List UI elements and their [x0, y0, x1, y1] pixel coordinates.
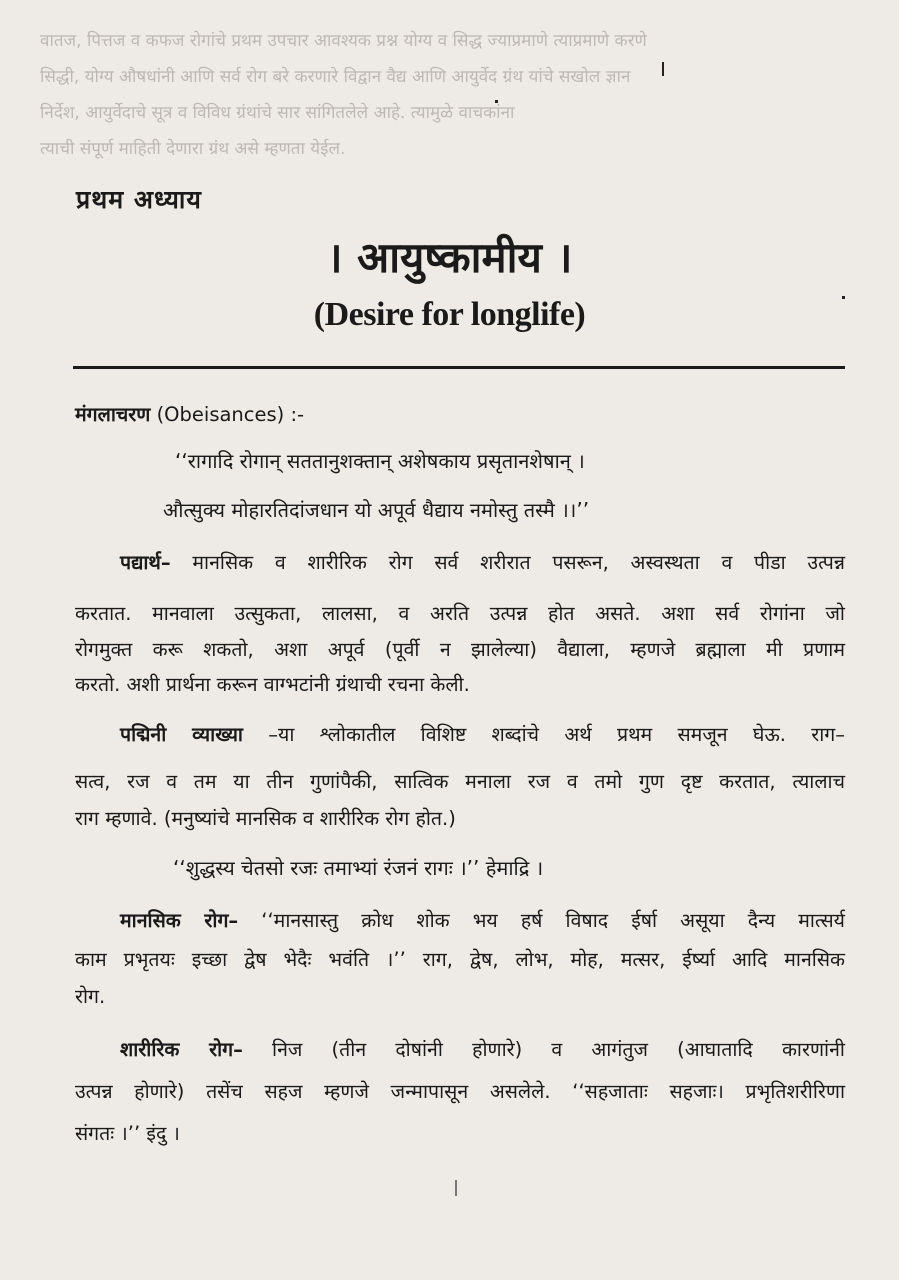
bleed-through-line: वातज, पित्तज व कफज रोगांचे प्रथम उपचार आवश्यक प्रश्न योग्य व सिद्ध ज्याप्रमाणे त्याप्रमाणे करणे — [40, 31, 647, 51]
title-divider — [73, 366, 845, 369]
section-label: मंगलाचरण — [75, 403, 151, 426]
print-speck — [662, 62, 664, 76]
section-label: पद्यार्थ– — [120, 551, 171, 574]
chapter-subtitle: (Desire for longlife) — [313, 296, 586, 333]
bleed-through-line: त्याची संपूर्ण माहिती देणारा ग्रंथ असे म्हणता येईल. — [40, 139, 346, 159]
quote-line: ‘‘शुद्धस्य चेतसो रजः तमाभ्यां रंजनं रागः ।’’ हेमाद्रि । — [173, 856, 544, 880]
print-speck — [455, 1180, 457, 1196]
section-label: पद्मिनी व्याख्या — [120, 723, 243, 746]
verse-line: ‘‘रागादि रोगान् सततानुशक्तान् अशेषकाय प्रसृतानशेषान् । — [175, 449, 585, 473]
print-speck — [495, 100, 498, 103]
paragraph-text: मानसिक व शारीरिक रोग सर्व शरीरात पसरून, अस्वस्थता व पीडा उत्पन्न — [170, 551, 845, 574]
paragraph-line — [120, 1033, 845, 1066]
paragraph-line: रोग. — [75, 985, 106, 1008]
paragraph-line: सत्व, रज व तम या तीन गुणांपैकी, सात्विक मनाला रज व तमो गुण दृष्ट करतात, त्यालाच — [75, 770, 845, 793]
paragraph-line — [120, 718, 845, 751]
paragraph-line: उत्पन्न होणारे) तसेंच सहज म्हणजे जन्मापासून असलेले. ‘‘सहजाताः सहजाः। प्रभृतिशरीरिणा — [75, 1080, 845, 1103]
paragraph-line: करतो. अशी प्रार्थना करून वाग्भटांनी ग्रंथाची रचना केली. — [75, 673, 470, 696]
section-label: मानसिक रोग– — [120, 909, 239, 932]
mangalacharan-heading — [75, 398, 304, 431]
bleed-through-line: सिद्धी, योग्य औषधांनी आणि सर्व रोग बरे करणारे विद्वान वैद्य आणि आयुर्वेद ग्रंथ यांचे सखोल ज्ञान — [40, 67, 631, 87]
section-label: शारीरिक रोग– — [120, 1038, 243, 1061]
paragraph-text: ‘‘मानसास्तु क्रोध शोक भय हर्ष विषाद ईर्षा असूया दैन्य मात्सर्य — [238, 909, 845, 932]
paragraph-line: राग म्हणावे. (मनुष्यांचे मानसिक व शारीरिक रोग होत.) — [75, 807, 456, 830]
paragraph-line — [120, 546, 845, 579]
bleed-through-line: निर्देश, आयुर्वेदाचे सूत्र व विविध ग्रंथांचे सार सांगितलेले आहे. त्यामुळे वाचकांना — [40, 103, 515, 123]
section-suffix: (Obeisances) :- — [150, 403, 305, 426]
paragraph-line: काम प्रभृतयः इच्छा द्वेष भेदैः भवंति ।’’ राग, द्वेष, लोभ, मोह, मत्सर, ईर्ष्या आदि मानसिक — [75, 948, 845, 971]
paragraph-text: निज (तीन दोषांनी होणारे) व आगंतुज (आघातादि कारणांनी — [242, 1038, 845, 1061]
verse-line: औत्सुक्य मोहारतिदांजधान यो अपूर्व धैद्याय नमोस्तु तस्मै ।।’’ — [163, 498, 590, 522]
chapter-title: । आयुष्कामीय । — [326, 233, 573, 282]
chapter-label: प्रथम अध्याय — [76, 185, 202, 214]
print-speck — [842, 296, 845, 299]
paragraph-text: –या श्लोकातील विशिष्ट शब्दांचे अर्थ प्रथम समजून घेऊ. राग– — [242, 723, 845, 746]
paragraph-line: करतात. मानवाला उत्सुकता, लालसा, व अरति उत्पन्न होत असते. अशा सर्व रोगांना जो — [75, 602, 845, 625]
paragraph-line: संगतः ।’’ इंदु । — [75, 1122, 180, 1145]
paragraph-line — [120, 904, 845, 937]
paragraph-line: रोगमुक्त करू शकतो, अशा अपूर्व (पूर्वी न झालेल्या) वैद्याला, म्हणजे ब्रह्माला मी प्रणाम — [75, 638, 845, 661]
